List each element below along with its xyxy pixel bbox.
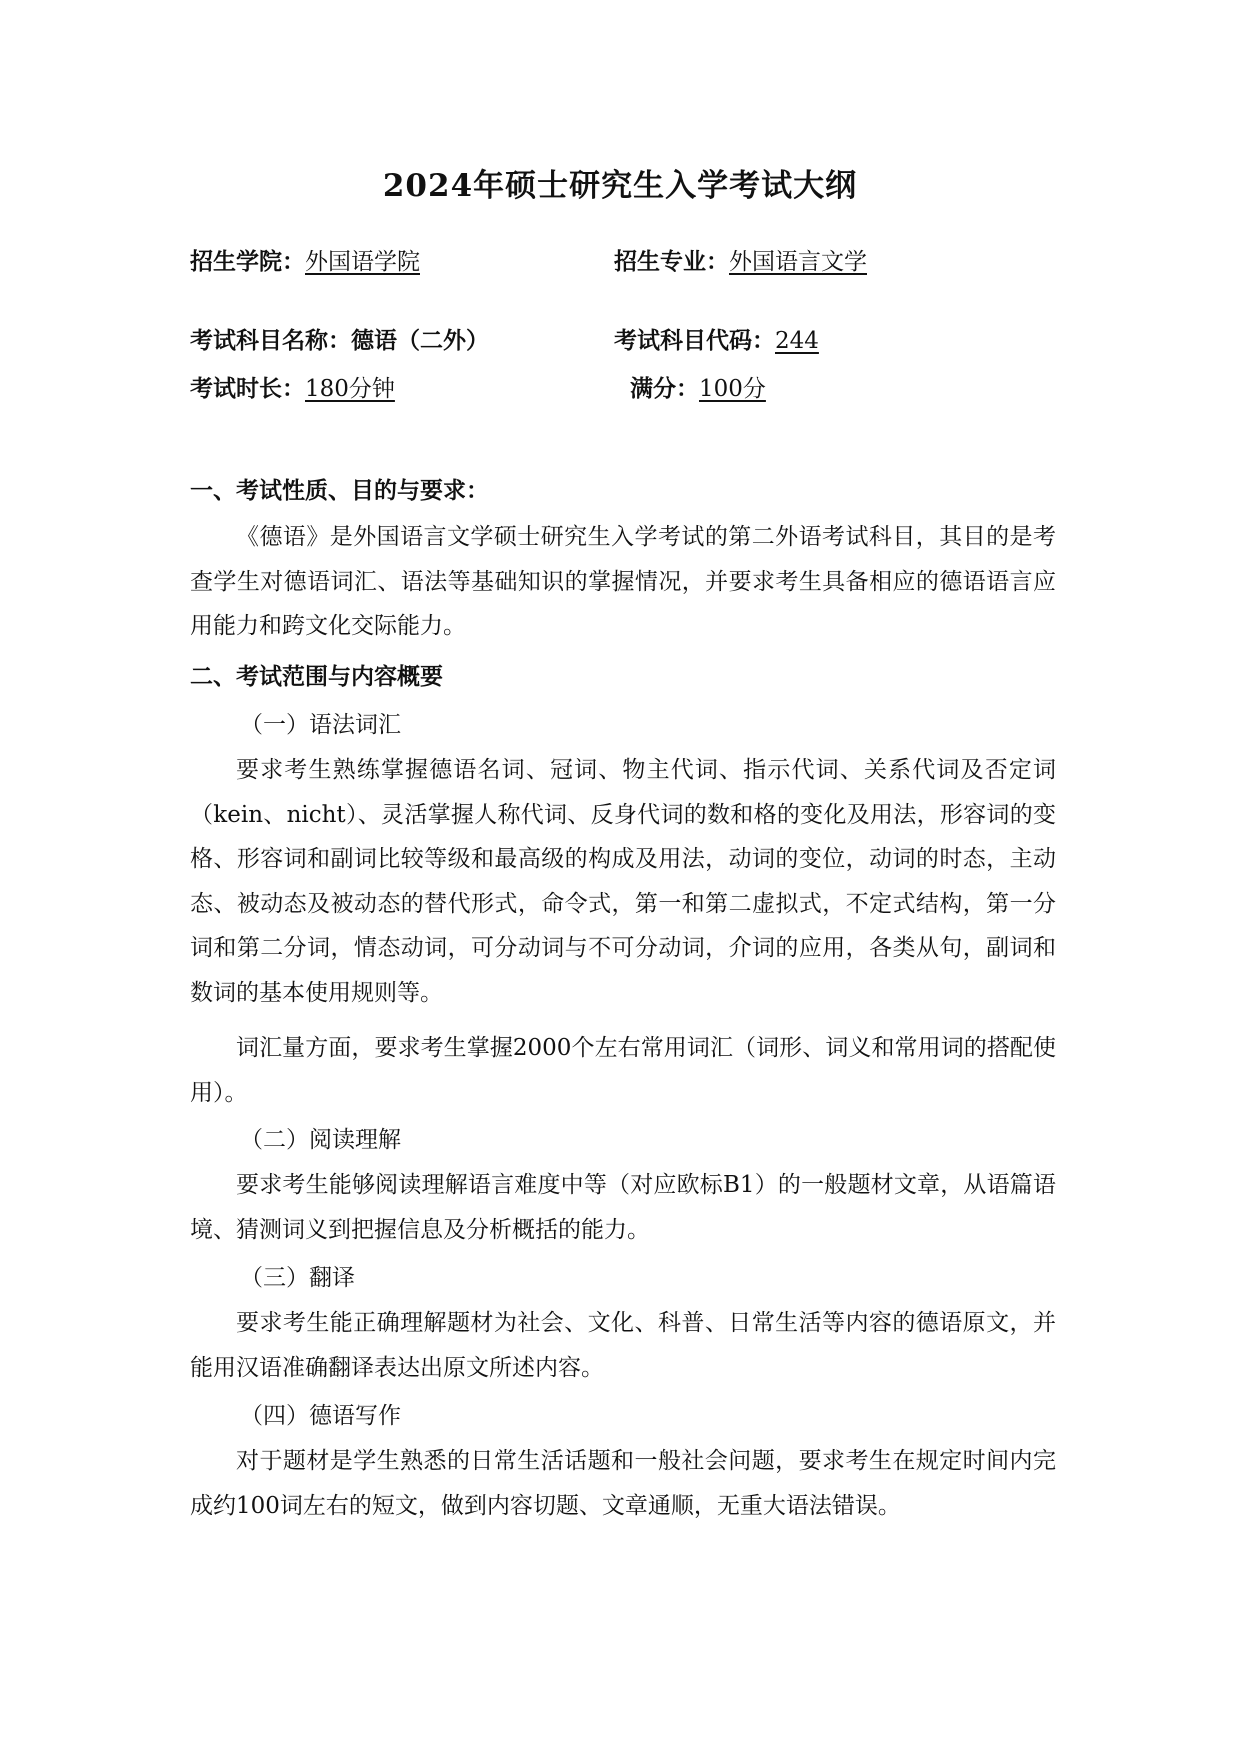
subsection-reading-title: （二）阅读理解 xyxy=(240,1127,401,1153)
duration-label: 考试时长： xyxy=(190,375,305,402)
code-value: 244 xyxy=(775,328,819,354)
reading-paragraph: 要求考生能够阅读理解语言难度中等（对应欧标B1）的一般题材文章，从语篇语境、猜测词义到把握信息及分析概括的能力。 xyxy=(190,1172,1056,1243)
major-label: 招生专业： xyxy=(614,248,729,275)
section1-title: 一、考试性质、目的与要求： xyxy=(190,477,489,504)
section2-title: 二、考试范围与内容概要 xyxy=(190,663,443,690)
page-title: 2024年硕士研究生入学考试大纲 xyxy=(382,168,858,204)
subject-label: 考试科目名称： xyxy=(190,327,351,354)
major-field xyxy=(614,247,867,277)
subsection-translation-title: （三）翻译 xyxy=(240,1265,355,1291)
subsection-grammar-title: （一）语法词汇 xyxy=(240,712,401,738)
duration-field xyxy=(190,374,395,404)
college-field xyxy=(190,247,420,277)
translation-paragraph: 要求考生能正确理解题材为社会、文化、科普、日常生活等内容的德语原文，并能用汉语准确翻译表达出原文所述内容。 xyxy=(190,1310,1056,1381)
college-value: 外国语学院 xyxy=(305,249,420,275)
score-field xyxy=(630,374,766,404)
score-label: 满分： xyxy=(630,375,699,402)
subject-field xyxy=(190,326,489,356)
college-label: 招生学院： xyxy=(190,248,305,275)
score-value: 100分 xyxy=(699,376,766,402)
section1-paragraph: 《德语》是外国语言文学硕士研究生入学考试的第二外语考试科目，其目的是考查学生对德语词汇、语法等基础知识的掌握情况，并要求考生具备相应的德语语言应用能力和跨文化交际能力。 xyxy=(190,524,1056,639)
major-value: 外国语言文学 xyxy=(729,249,867,275)
writing-paragraph: 对于题材是学生熟悉的日常生活话题和一般社会问题，要求考生在规定时间内完成约100词左右的短文，做到内容切题、文章通顺，无重大语法错误。 xyxy=(190,1448,1056,1519)
subsection-writing-title: （四）德语写作 xyxy=(240,1403,401,1429)
grammar-paragraph: 要求考生熟练掌握德语名词、冠词、物主代词、指示代词、关系代词及否定词（kein、nicht）、灵活掌握人称代词、反身代词的数和格的变化及用法，形容词的变格、形容词和副词比较等级和最高级的构成及用法，动词的变位，动词的时态，主动态、被动态及被动态的替代形式，命令式，第一和第二虚拟式，不定式结构，第一分词和第二分词，情态动词，可分动词与不可分动词，介词的应用，各类从句，副词和数词的基本使用规则等。 xyxy=(190,757,1056,1006)
duration-value: 180分钟 xyxy=(305,376,395,402)
subject-value: 德语（二外） xyxy=(351,327,489,354)
code-field xyxy=(614,326,819,356)
vocabulary-paragraph: 词汇量方面，要求考生掌握2000个左右常用词汇（词形、词义和常用词的搭配使用）。 xyxy=(190,1035,1056,1106)
code-label: 考试科目代码： xyxy=(614,327,775,354)
